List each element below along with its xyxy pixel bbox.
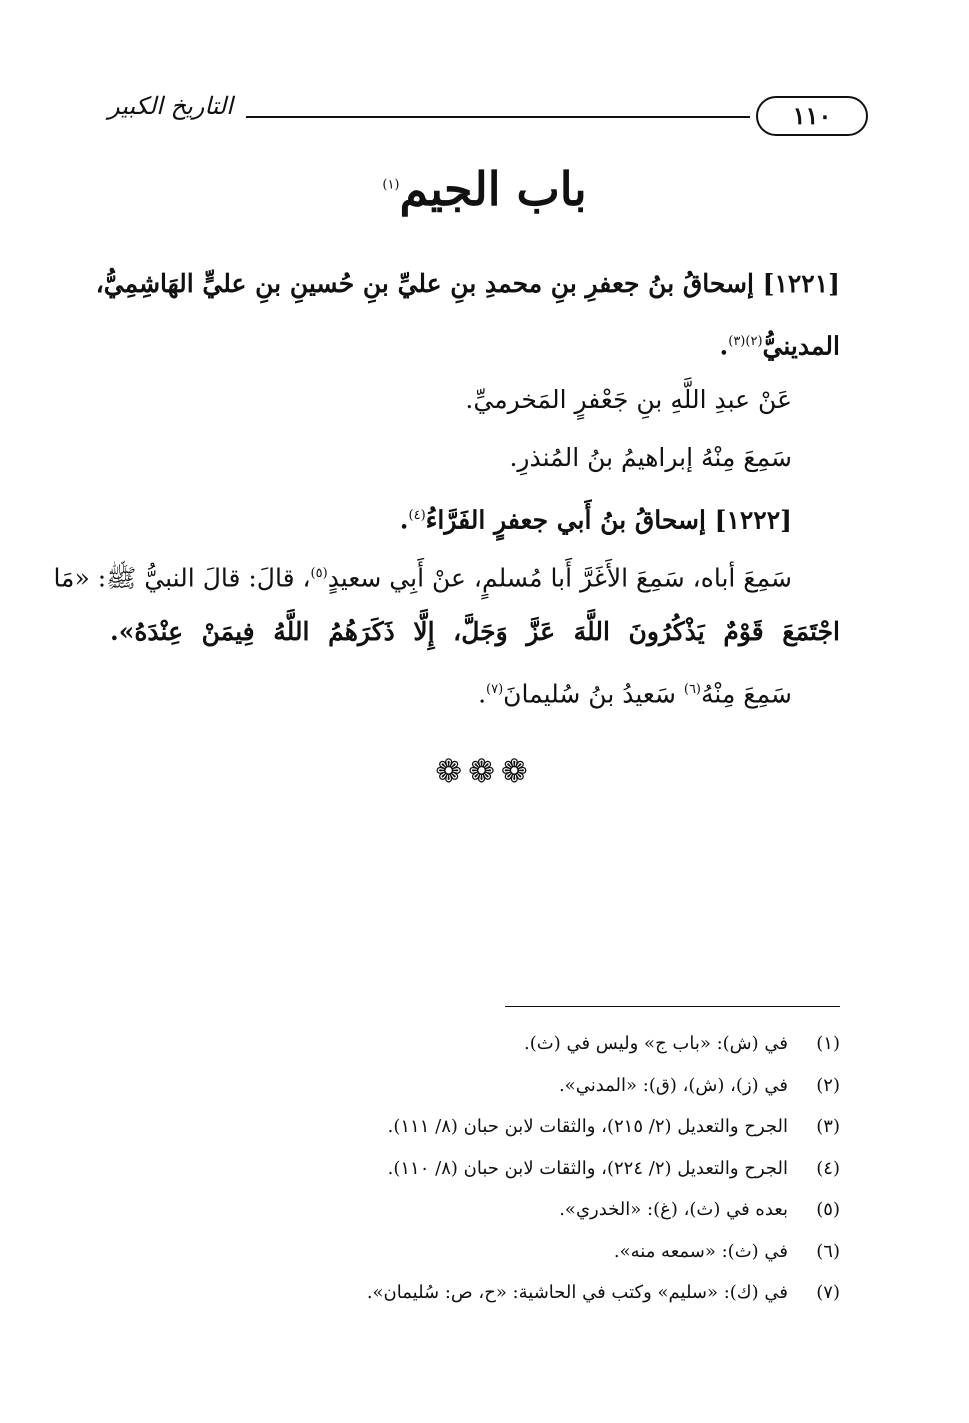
entry-1221-teacher: عَنْ عبدِ اللَّهِ بنِ جَعْفرٍ المَخرميِّ. — [465, 385, 792, 414]
footnote-item — [200, 1273, 840, 1315]
entry-1221-heading-cont — [110, 320, 840, 378]
footnote-number: (١) — [816, 1033, 840, 1054]
footnote-text: الجرح والتعديل (٢/ ٢٢٤)، والثقات لابن حبان (٨/ ١١٠). — [387, 1157, 788, 1179]
footnote-item — [200, 1149, 840, 1191]
footnote-text: بعده في (ث)، (غ): «الخدري». — [559, 1199, 788, 1220]
page-header — [108, 92, 868, 138]
entry-1222-isnad-a: سَمِعَ أباه، سَمِعَ الأَغَرَّ أَبا مُسلمٍ، عنْ أَبِي سعيدٍ — [327, 563, 792, 593]
entry-1222-period: . — [399, 505, 409, 535]
footnote-number: (٤) — [816, 1157, 840, 1179]
footnote-ref: (٦) — [683, 682, 701, 697]
footnote-ref: (٧) — [486, 682, 504, 697]
footnote-divider — [505, 1006, 840, 1007]
section-ornament: ❁❁❁ — [435, 752, 534, 790]
entry-1222-student-b: سَعيدُ بنُ سُليمانَ — [503, 679, 684, 709]
footnote-ref: (١) — [382, 177, 400, 193]
entry-1222-heading — [110, 494, 840, 552]
chapter-title-text: باب الجيم — [399, 162, 587, 216]
entry-1222-name: [١٢٢٢] إسحاقُ بنُ أَبي جعفرٍ الفَرَّاءُ — [425, 505, 792, 535]
entry-1221-student: سَمِعَ مِنْهُ إبراهيمُ بنُ المُنذرِ. — [509, 443, 792, 472]
page-number: ١١٠ — [756, 96, 868, 136]
entry-1222-student-a: سَمِعَ مِنْهُ — [701, 679, 792, 709]
footnote-number: (٥) — [816, 1199, 840, 1220]
entry-1221-heading: [١٢٢١] إسحاقُ بنُ جعفرِ بنِ محمدِ بنِ عليِّ بنِ حُسينِ بنِ عليٍّ الهَاشِمِيُّ، — [95, 269, 840, 298]
footnote-text: في (ز)، (ش)، (ق): «المدني». — [558, 1074, 788, 1096]
footnote-item — [200, 1190, 840, 1232]
main-text — [53, 262, 840, 726]
footnote-text: في (ث): «سمعه منه». — [613, 1240, 788, 1262]
footnote-item — [200, 1066, 840, 1108]
footnote-ref: (٢)(٣) — [728, 334, 763, 349]
entry-1222-student-period: . — [478, 679, 487, 709]
footnote-number: (٢) — [816, 1074, 840, 1096]
entry-1222-hadith: اجْتَمَعَ قَوْمٌ يَذْكُرُونَ اللَّهَ عَزَّ وَجَلَّ، إِلَّا ذَكَرَهُمُ اللَّهُ فِيمَنْ عِنْدَهُ». — [110, 617, 840, 646]
footnote-item — [200, 1232, 840, 1274]
book-title: التاريخ الكبير — [108, 92, 233, 120]
entry-1221-nisba: المدينيُّ — [762, 331, 840, 361]
footnote-number: (٣) — [816, 1116, 840, 1137]
footnote-item — [200, 1024, 840, 1066]
footnote-number: (٧) — [816, 1282, 840, 1303]
entry-1222-isnad-b: ، قالَ: قالَ النبيُّ ﷺ: «مَا — [53, 563, 311, 593]
footnote-item — [200, 1107, 840, 1149]
entry-1222-isnad — [53, 552, 840, 610]
footnote-text: في (ك): «سليم» وكتب في الحاشية: «ح، ص: سُليمان». — [366, 1282, 788, 1303]
entry-1221-period: . — [719, 331, 729, 361]
footnote-text: الجرح والتعديل (٢/ ٢١٥)، والثقات لابن حبان (٨/ ١١١). — [387, 1116, 788, 1137]
footnote-ref: (٥) — [310, 566, 328, 581]
footnote-number: (٦) — [816, 1240, 840, 1262]
chapter-title — [0, 162, 969, 216]
footnote-ref: (٤) — [408, 508, 426, 523]
footnotes — [200, 1024, 840, 1315]
entry-1222-student — [110, 668, 840, 726]
header-rule — [246, 116, 750, 118]
footnote-text: في (ش): «باب ج» وليس في (ث). — [524, 1033, 788, 1054]
